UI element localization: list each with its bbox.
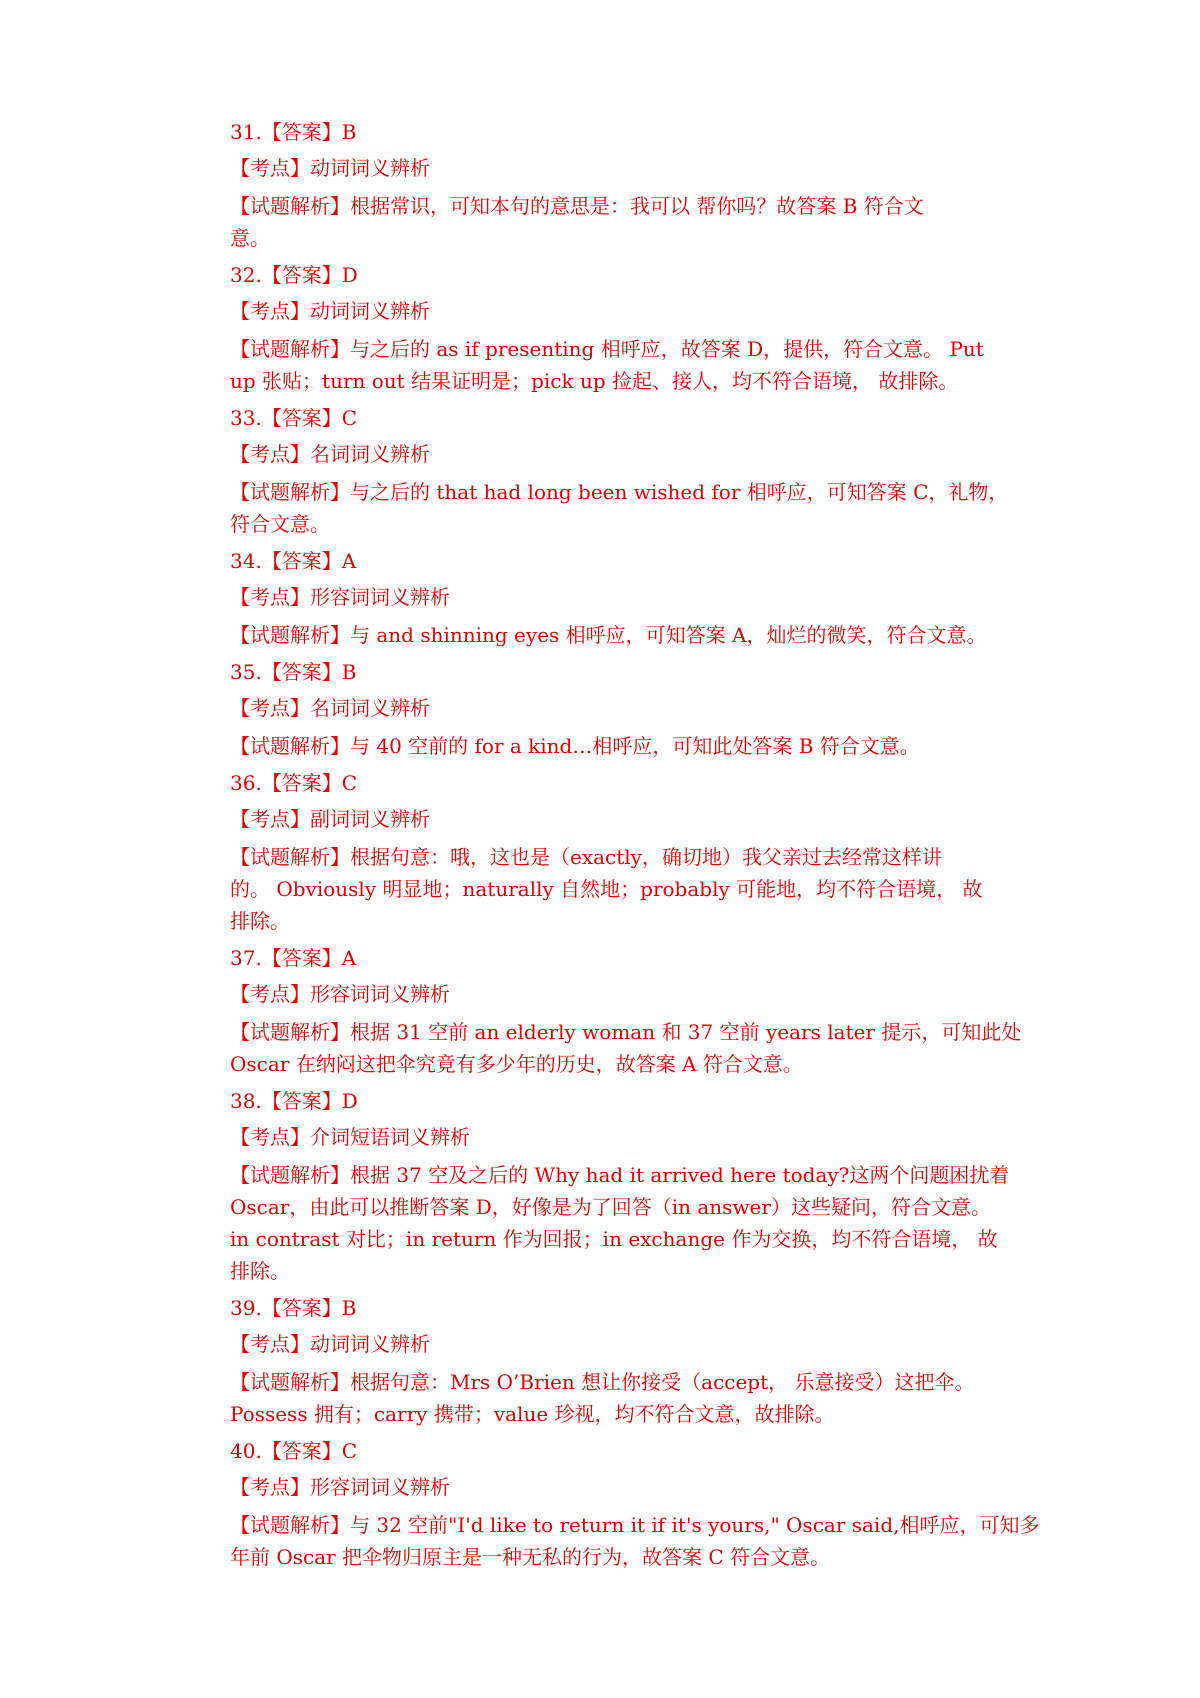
explanation-block [230, 1016, 1022, 1080]
key-point-line: 【考点】名词词义辨析 [230, 442, 430, 466]
explanation-line: 【试题解析】与之后的 as if presenting 相呼应，故答案 D，提供，符合文意。 Put [230, 337, 984, 361]
answer-line: 40.【答案】C [230, 1439, 358, 1463]
answer-line: 36.【答案】C [230, 771, 358, 795]
explanation-block [230, 1509, 1040, 1573]
answer-item [230, 1087, 1010, 1287]
explanation-line: up 张贴；turn out 结果证明是；pick up 捡起、接人，均不符合语境， 故排除。 [230, 369, 959, 393]
explanation-line: 【试题解析】与 40 空前的 for a kind…相呼应，可知此处答案 B 符合文意。 [230, 734, 920, 758]
key-point-line: 【考点】名词词义辨析 [230, 696, 430, 720]
key-point-line: 【考点】动词词义辨析 [230, 156, 430, 180]
key-point-line: 【考点】形容词词义辨析 [230, 1475, 450, 1499]
explanation-block [230, 476, 1009, 540]
key-point-line: 【考点】动词词义辨析 [230, 1332, 430, 1356]
key-point-line: 【考点】形容词词义辨析 [230, 585, 450, 609]
answer-line: 35.【答案】B [230, 660, 357, 684]
answer-line: 37.【答案】A [230, 946, 357, 970]
answer-key-page [230, 118, 1040, 1580]
explanation-block [230, 190, 982, 254]
explanation-line: 符合文意。 [230, 512, 330, 536]
explanation-block [230, 841, 982, 937]
answer-item [230, 118, 982, 254]
explanation-line: 【试题解析】根据句意：Mrs O’Brien 想让你接受（accept， 乐意接受）这把伞。 [230, 1370, 975, 1394]
explanation-line: Possess 拥有；carry 携带；value 珍视，均不符合文意，故排除。 [230, 1402, 835, 1426]
answer-item [230, 1294, 982, 1430]
explanation-block [230, 1159, 1010, 1287]
explanation-line: Oscar，由此可以推断答案 D，好像是为了回答（in answer）这些疑问，符合文意。 [230, 1195, 991, 1219]
answer-line: 31.【答案】B [230, 120, 357, 144]
explanation-line: 【试题解析】与 and shinning eyes 相呼应，可知答案 A，灿烂的微笑，符合文意。 [230, 623, 987, 647]
answer-line: 32.【答案】D [230, 263, 358, 287]
explanation-line: in contrast 对比；in return 作为回报；in exchange 作为交换，均不符合语境， 故 [230, 1227, 998, 1251]
key-point-line: 【考点】介词短语词义辨析 [230, 1125, 470, 1149]
answer-item [230, 769, 982, 937]
answer-item [230, 944, 1022, 1080]
explanation-line: 【试题解析】根据常识，可知本句的意思是：我可以 帮你吗？故答案 B 符合文 [230, 194, 924, 218]
answer-item [230, 658, 982, 762]
answer-item [230, 547, 987, 651]
explanation-line: 【试题解析】根据 37 空及之后的 Why had it arrived here today?这两个问题困扰着 [230, 1163, 1010, 1187]
explanation-line: 意。 [230, 226, 270, 250]
explanation-line: 【试题解析】与 32 空前"I'd like to return it if it's yours," Oscar said,相呼应，可知多 [230, 1513, 1040, 1537]
explanation-block [230, 1366, 982, 1430]
key-point-line: 【考点】动词词义辨析 [230, 299, 430, 323]
answer-line: 34.【答案】A [230, 549, 357, 573]
answer-line: 33.【答案】C [230, 406, 358, 430]
answer-line: 39.【答案】B [230, 1296, 357, 1320]
explanation-line: 排除。 [230, 909, 290, 933]
explanation-block [230, 730, 982, 762]
explanation-line: 【试题解析】与之后的 that had long been wished for 相呼应，可知答案 C，礼物， [230, 480, 1009, 504]
explanation-block [230, 619, 987, 651]
explanation-line: 【试题解析】根据 31 空前 an elderly woman 和 37 空前 years later 提示，可知此处 [230, 1020, 1022, 1044]
explanation-line: 【试题解析】根据句意：哦，这也是（exactly，确切地）我父亲过去经常这样讲 [230, 845, 942, 869]
explanation-line: Oscar 在纳闷这把伞究竟有多少年的历史，故答案 A 符合文意。 [230, 1052, 803, 1076]
explanation-line: 的。 Obviously 明显地；naturally 自然地；probably 可能地，均不符合语境， 故 [230, 877, 983, 901]
explanation-block [230, 333, 982, 397]
answer-line: 38.【答案】D [230, 1089, 358, 1113]
answer-item [230, 404, 1009, 540]
explanation-line: 排除。 [230, 1259, 290, 1283]
answer-item [230, 1437, 1040, 1573]
key-point-line: 【考点】形容词词义辨析 [230, 982, 450, 1006]
explanation-line: 年前 Oscar 把伞物归原主是一种无私的行为，故答案 C 符合文意。 [230, 1545, 831, 1569]
key-point-line: 【考点】副词词义辨析 [230, 807, 430, 831]
answer-item [230, 261, 982, 397]
